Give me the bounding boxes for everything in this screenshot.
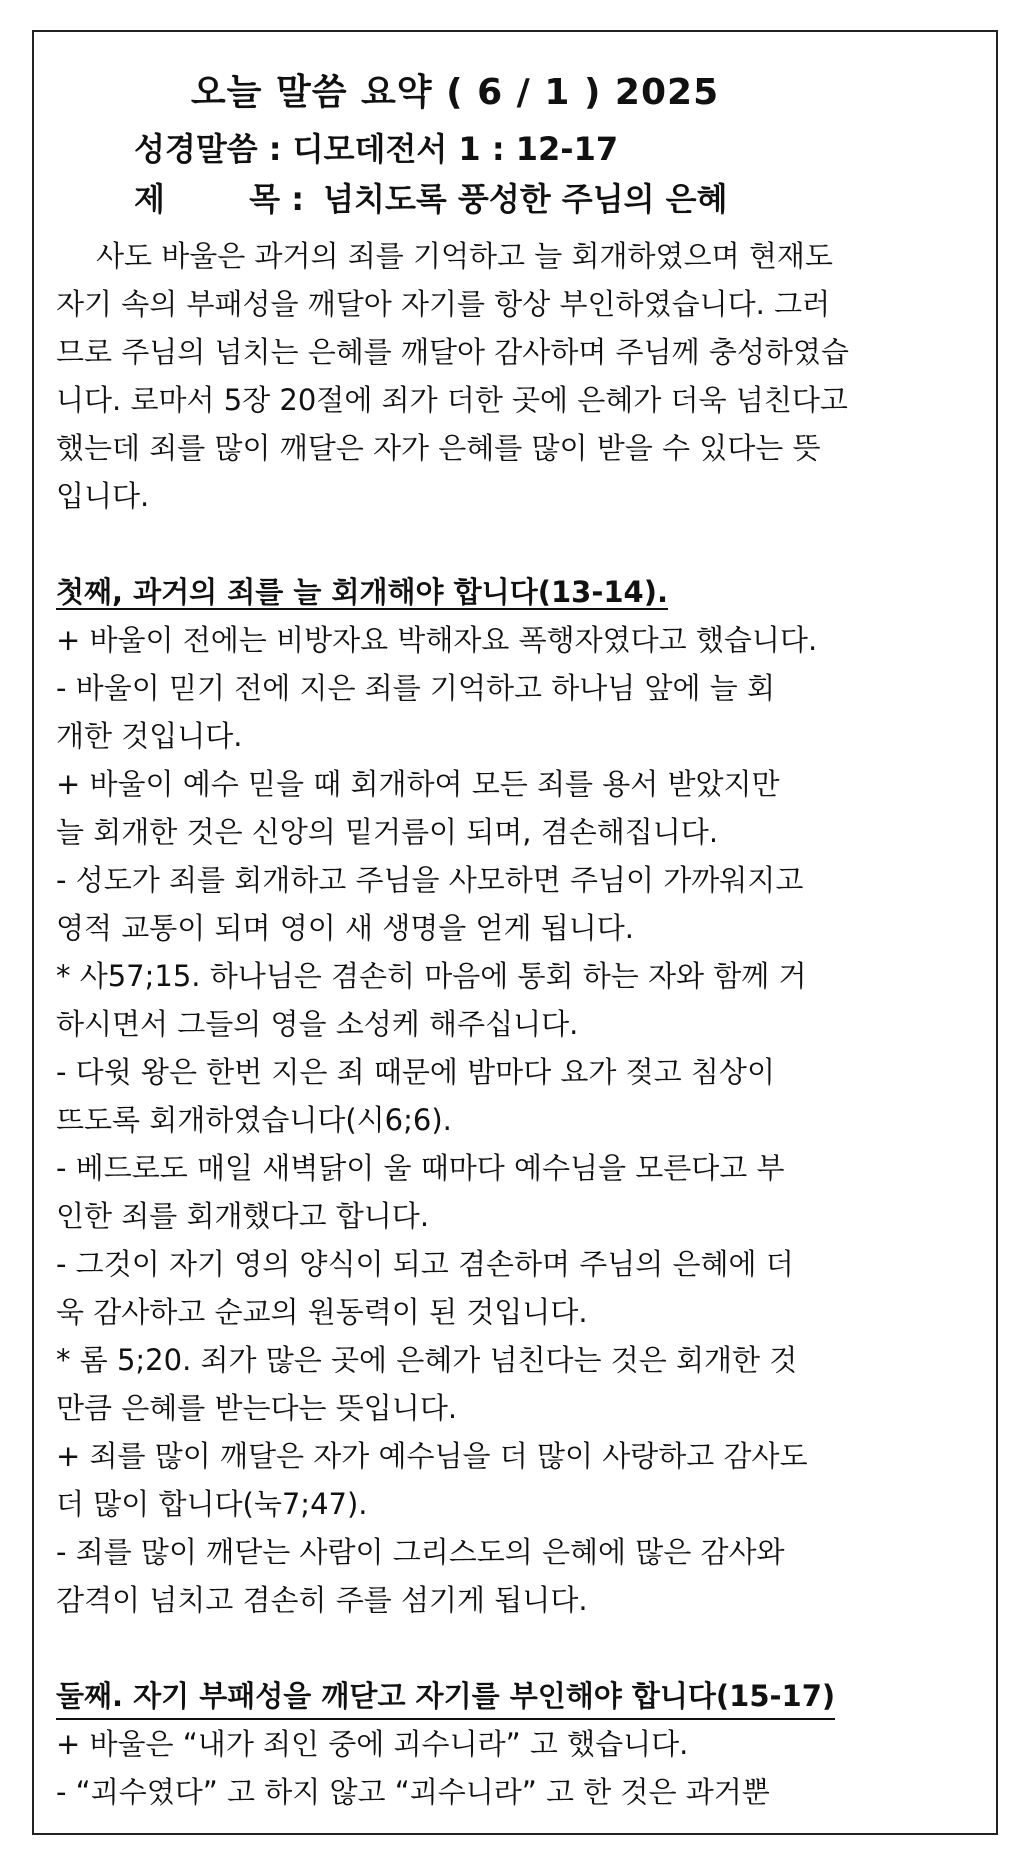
section-1-line: - 바울이 믿기 전에 지은 죄를 기억하고 하나님 앞에 늘 회 [56,671,775,705]
section-2 [56,1672,976,1816]
intro-line: 했는데 죄를 많이 깨달은 자가 은혜를 많이 받을 수 있다는 뜻 [56,431,821,465]
section-1-line: 만큼 은혜를 받는다는 뜻입니다. [56,1391,458,1425]
section-1-line: 하시면서 그들의 영을 소성케 해주십니다. [56,1007,579,1041]
section-1-line: 뜨도록 회개하였습니다(시6;6). [56,1103,452,1137]
section-2-line: + 바울은 “내가 죄인 중에 괴수니라” 고 했습니다. [56,1727,689,1761]
intro-line: 사도 바울은 과거의 죄를 기억하고 늘 회개하였으며 현재도 [96,239,833,273]
section-1-line: - 성도가 죄를 회개하고 주님을 사모하면 주님이 가까워지고 [56,863,804,897]
section-1-line: - 베드로도 매일 새벽닭이 울 때마다 예수님을 모른다고 부 [56,1151,785,1185]
intro-line: 입니다. [56,479,150,513]
scripture-reference [134,124,618,170]
section-1-line: + 바울이 전에는 비방자요 박해자요 폭행자였다고 했습니다. [56,623,818,657]
section-1 [56,568,976,1624]
scripture-value: 디모데전서 1 : 12-17 [292,130,619,168]
intro-line: 니다. 로마서 5장 20절에 죄가 더한 곳에 은혜가 더욱 넘친다고 [56,383,848,417]
section-1-heading: 첫째, 과거의 죄를 늘 회개해야 합니다(13-14). [56,575,668,609]
section-1-line: 더 많이 합니다(눅7;47). [56,1487,368,1521]
section-1-line: 욱 감사하고 순교의 원동력이 된 것입니다. [56,1295,588,1329]
section-1-line: + 죄를 많이 깨달은 자가 예수님을 더 많이 사랑하고 감사도 [56,1439,808,1473]
subject-label-a: 제 [134,180,165,218]
subject-label-b: 목 : [249,180,304,218]
subject-label [134,174,304,220]
intro-line: 므로 주님의 넘치는 은혜를 깨달아 감사하며 주님께 충성하였습 [56,335,849,369]
sermon-body [56,232,976,1816]
document-frame [32,30,998,1835]
section-2-heading: 둘째. 자기 부패성을 깨닫고 자기를 부인해야 합니다(15-17) [56,1674,835,1720]
section-1-line: - 다윗 왕은 한번 지은 죄 때문에 밤마다 요가 젖고 침상이 [56,1055,775,1089]
sermon-subject [134,174,728,220]
section-1-line: * 사57;15. 하나님은 겸손히 마음에 통회 하는 자와 함께 거 [56,959,807,993]
section-2-line: - “괴수였다” 고 하지 않고 “괴수니라” 고 한 것은 과거뿐 [56,1775,770,1809]
scripture-label: 성경말씀 : [134,130,282,168]
section-1-line: 늘 회개한 것은 신앙의 밑거름이 되며, 겸손해집니다. [56,815,719,849]
section-1-line: - 그것이 자기 영의 양식이 되고 겸손하며 주님의 은혜에 더 [56,1247,794,1281]
section-1-line: 감격이 넘치고 겸손히 주를 섬기게 됩니다. [56,1583,588,1617]
intro-paragraph [56,232,976,520]
section-1-line: 개한 것입니다. [56,719,243,753]
intro-line: 자기 속의 부패성을 깨달아 자기를 항상 부인하였습니다. 그러 [56,287,831,321]
section-1-line: + 바울이 예수 믿을 때 회개하여 모든 죄를 용서 받았지만 [56,767,780,801]
section-1-line: 인한 죄를 회개했다고 합니다. [56,1199,430,1233]
section-1-line: 영적 교통이 되며 영이 새 생명을 얻게 됩니다. [56,911,634,945]
subject-value: 넘치도록 풍성한 주님의 은혜 [323,180,728,218]
document-title: 오늘 말씀 요약 ( 6 / 1 ) 2025 [190,72,720,113]
section-1-line: - 죄를 많이 깨닫는 사람이 그리스도의 은혜에 많은 감사와 [56,1535,785,1569]
section-1-line: * 롬 5;20. 죄가 많은 곳에 은혜가 넘친다는 것은 회개한 것 [56,1343,798,1377]
